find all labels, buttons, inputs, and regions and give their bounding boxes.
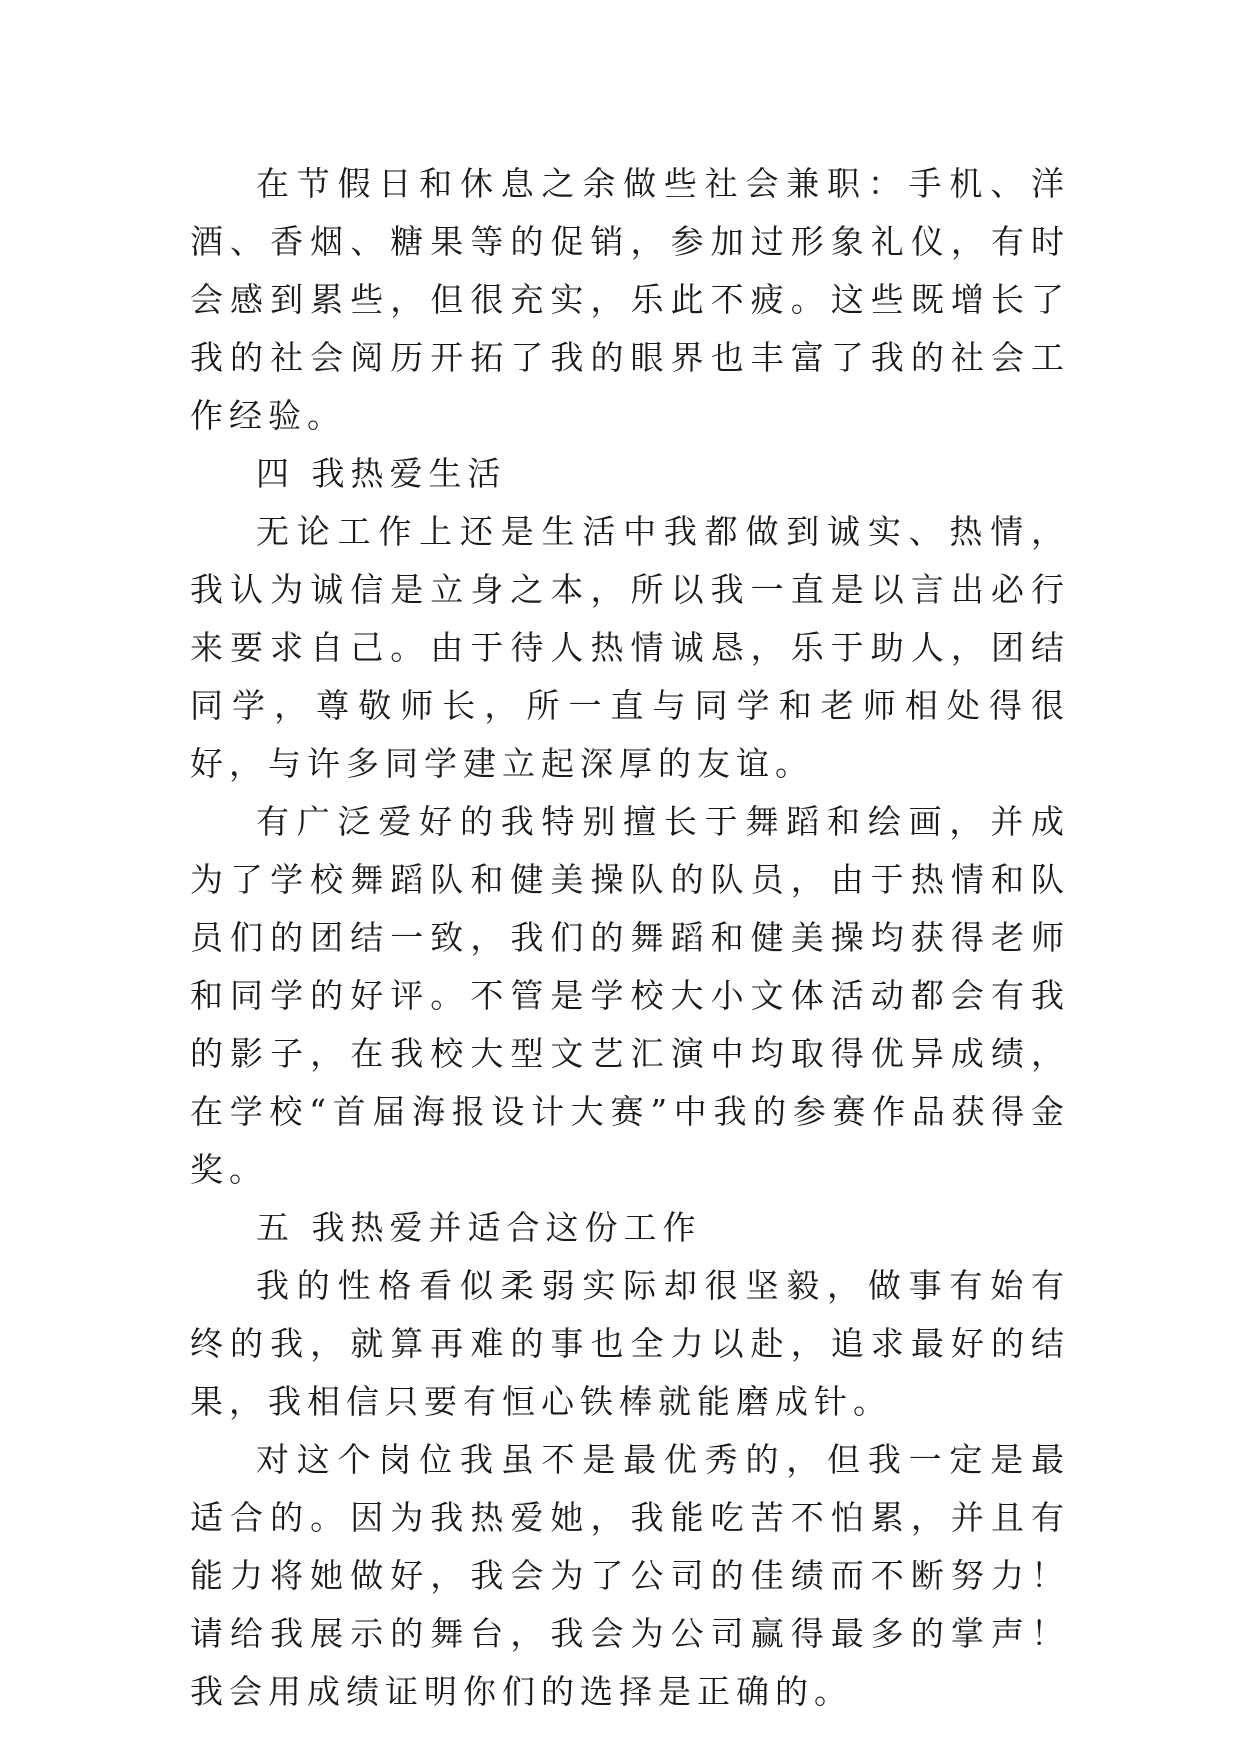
paragraph-hobbies: 有广泛爱好的我特别擅长于舞蹈和绘画，并成为了学校舞蹈队和健美操队的队员，由于热情和队员们的团结一致，我们的舞蹈和健美操均获得老师和同学的好评。不管是学校大小文体活动都会有我的影子，在我校大型文艺汇演中均取得优异成绩，在学校“首届海报设计大赛”中我的参赛作品获得金奖。 (190, 802, 1070, 1189)
paragraph-part-time-jobs: 在节假日和休息之余做些社会兼职：手机、洋酒、香烟、糖果等的促销，参加过形象礼仪，有时会感到累些，但很充实，乐此不疲。这些既增长了我的社会阅历开拓了我的眼界也丰富了我的社会工作经验。 (190, 164, 1070, 435)
section-heading-love-job: 五 我热爱并适合这份工作 (256, 1208, 702, 1247)
paragraph-conclusion: 对这个岗位我虽不是最优秀的，但我一定是最适合的。因为我热爱她，我能吃苦不怕累，并且有能力将她做好，我会为了公司的佳绩而不断努力！请给我展示的舞台，我会为公司赢得最多的掌声！我会用成绩证明你们的选择是正确的。 (190, 1440, 1070, 1711)
section-heading-love-life: 四 我热爱生活 (256, 454, 507, 493)
paragraph-personality: 我的性格看似柔弱实际却很坚毅，做事有始有终的我，就算再难的事也全力以赴，追求最好的结果，我相信只要有恒心铁棒就能磨成针。 (190, 1266, 1070, 1421)
paragraph-honesty: 无论工作上还是生活中我都做到诚实、热情，我认为诚信是立身之本，所以我一直是以言出必行来要求自己。由于待人热情诚恳，乐于助人，团结同学，尊敬师长，所一直与同学和老师相处得很好，与许多同学建立起深厚的友谊。 (190, 512, 1070, 783)
document-body (190, 155, 1070, 1721)
